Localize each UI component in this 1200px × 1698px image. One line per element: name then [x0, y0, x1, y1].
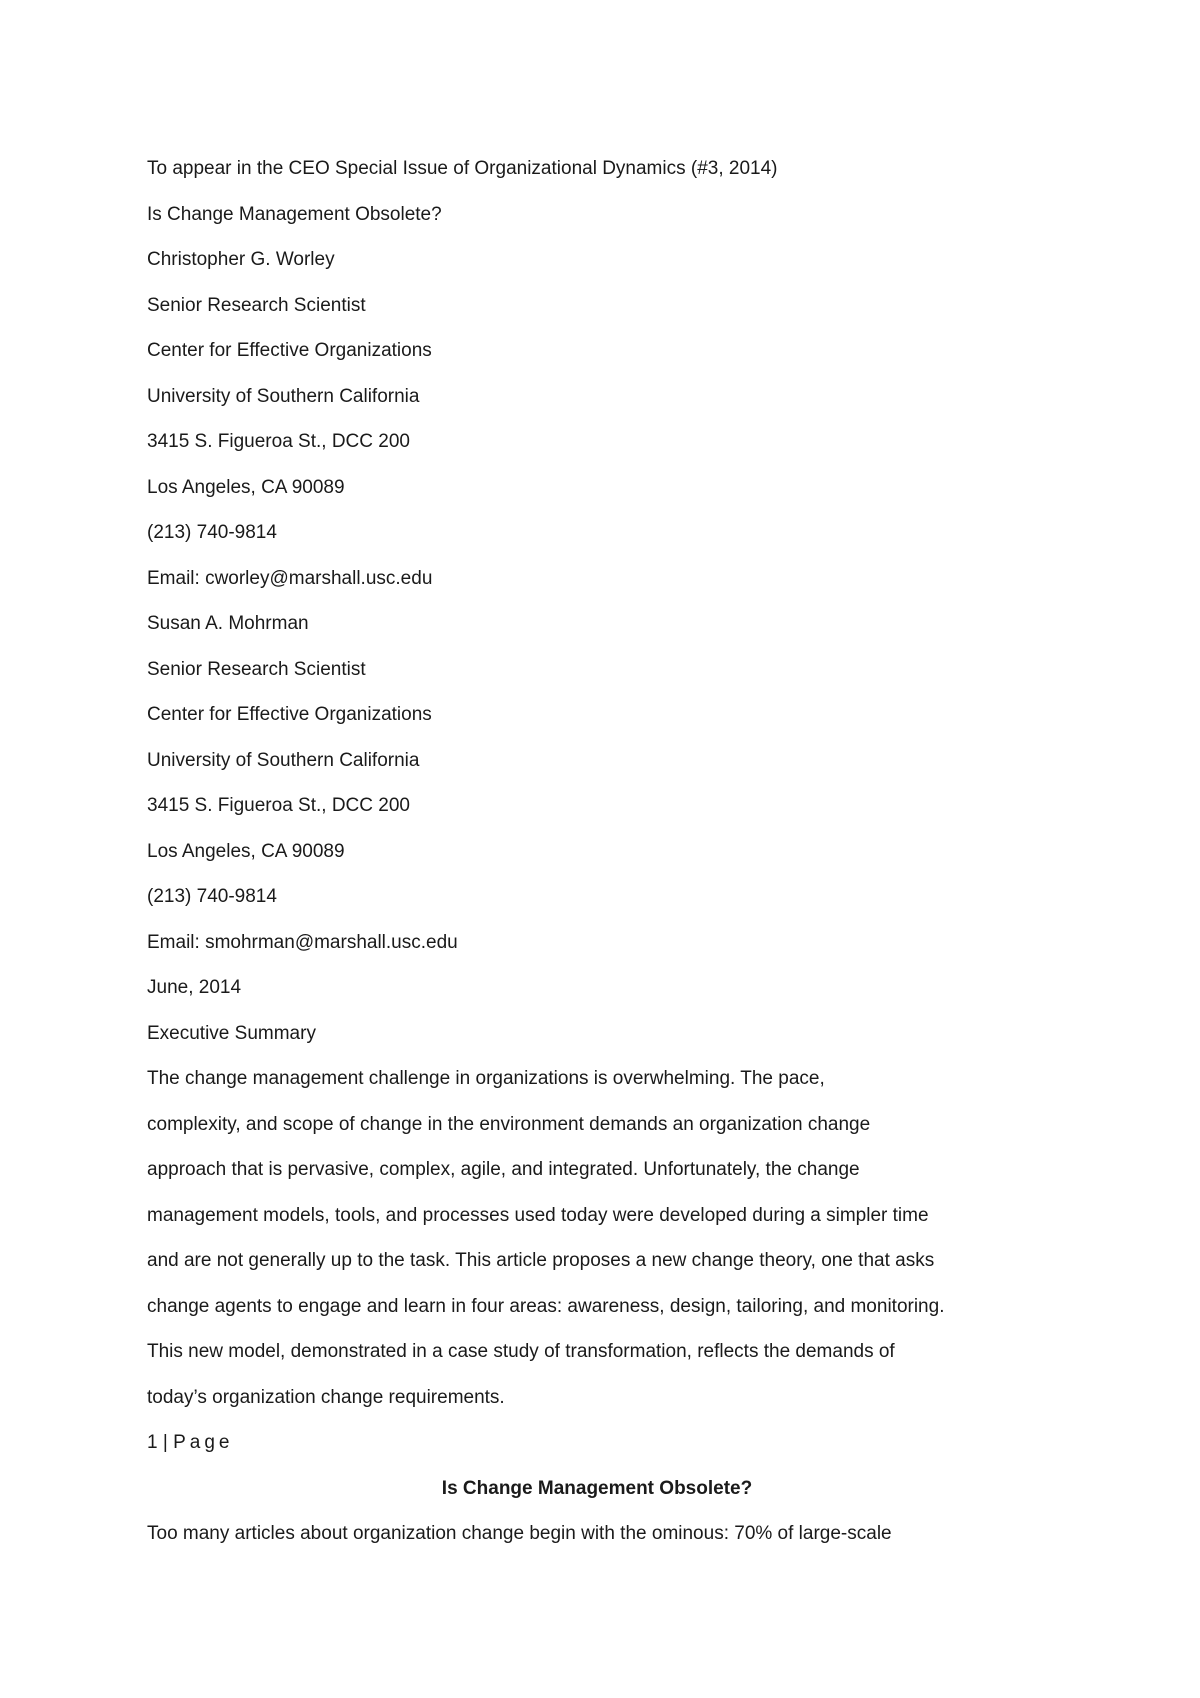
author-phone: (213) 740-9814 — [147, 886, 277, 907]
author-email: Email: smohrman@marshall.usc.edu — [147, 931, 458, 953]
author-university: University of Southern California — [147, 749, 420, 771]
summary-line: approach that is pervasive, complex, agile, and integrated. Unfortunately, the change — [147, 1159, 860, 1180]
author-block-2 — [147, 601, 1047, 965]
summary-line: today’s organization change requirements. — [147, 1386, 505, 1408]
publication-note: To appear in the CEO Special Issue of Organizational Dynamics (#3, 2014) — [147, 158, 778, 179]
author-center: Center for Effective Organizations — [147, 340, 432, 361]
summary-heading: Executive Summary — [147, 1022, 316, 1044]
author-block-1 — [147, 237, 1047, 601]
page-number: 1 — [147, 1432, 158, 1453]
author-address: 3415 S. Figueroa St., DCC 200 — [147, 795, 410, 816]
author-name: Susan A. Mohrman — [147, 613, 309, 634]
author-name: Christopher G. Worley — [147, 249, 335, 270]
author-email: Email: cworley@marshall.usc.edu — [147, 567, 433, 589]
page-label: Page — [173, 1432, 234, 1453]
page-separator: | — [162, 1432, 168, 1453]
summary-paragraph — [147, 1056, 1047, 1420]
author-city: Los Angeles, CA 90089 — [147, 476, 345, 498]
author-address: 3415 S. Figueroa St., DCC 200 — [147, 431, 410, 452]
summary-line: This new model, demonstrated in a case study of transformation, reflects the demands of — [147, 1341, 895, 1362]
author-city: Los Angeles, CA 90089 — [147, 840, 345, 862]
summary-line: The change management challenge in organizations is overwhelming. The pace, — [147, 1068, 825, 1089]
article-title: Is Change Management Obsolete? — [147, 203, 442, 225]
body-heading: Is Change Management Obsolete? — [441, 1477, 753, 1499]
summary-line: complexity, and scope of change in the environment demands an organization change — [147, 1113, 871, 1135]
author-phone: (213) 740-9814 — [147, 522, 277, 543]
summary-line: change agents to engage and learn in four areas: awareness, design, tailoring, and monitoring. — [147, 1295, 945, 1317]
author-center: Center for Effective Organizations — [147, 704, 432, 725]
body-first-line: Too many articles about organization change begin with the ominous: 70% of large-scale — [147, 1523, 892, 1544]
summary-line: management models, tools, and processes used today were developed during a simpler time — [147, 1204, 929, 1226]
document-date: June, 2014 — [147, 977, 242, 998]
author-position: Senior Research Scientist — [147, 658, 366, 680]
summary-line: and are not generally up to the task. This article proposes a new change theory, one that asks — [147, 1250, 935, 1271]
author-position: Senior Research Scientist — [147, 294, 366, 316]
author-university: University of Southern California — [147, 385, 420, 407]
page-footer — [147, 1420, 1047, 1466]
document-content — [147, 146, 1047, 1557]
